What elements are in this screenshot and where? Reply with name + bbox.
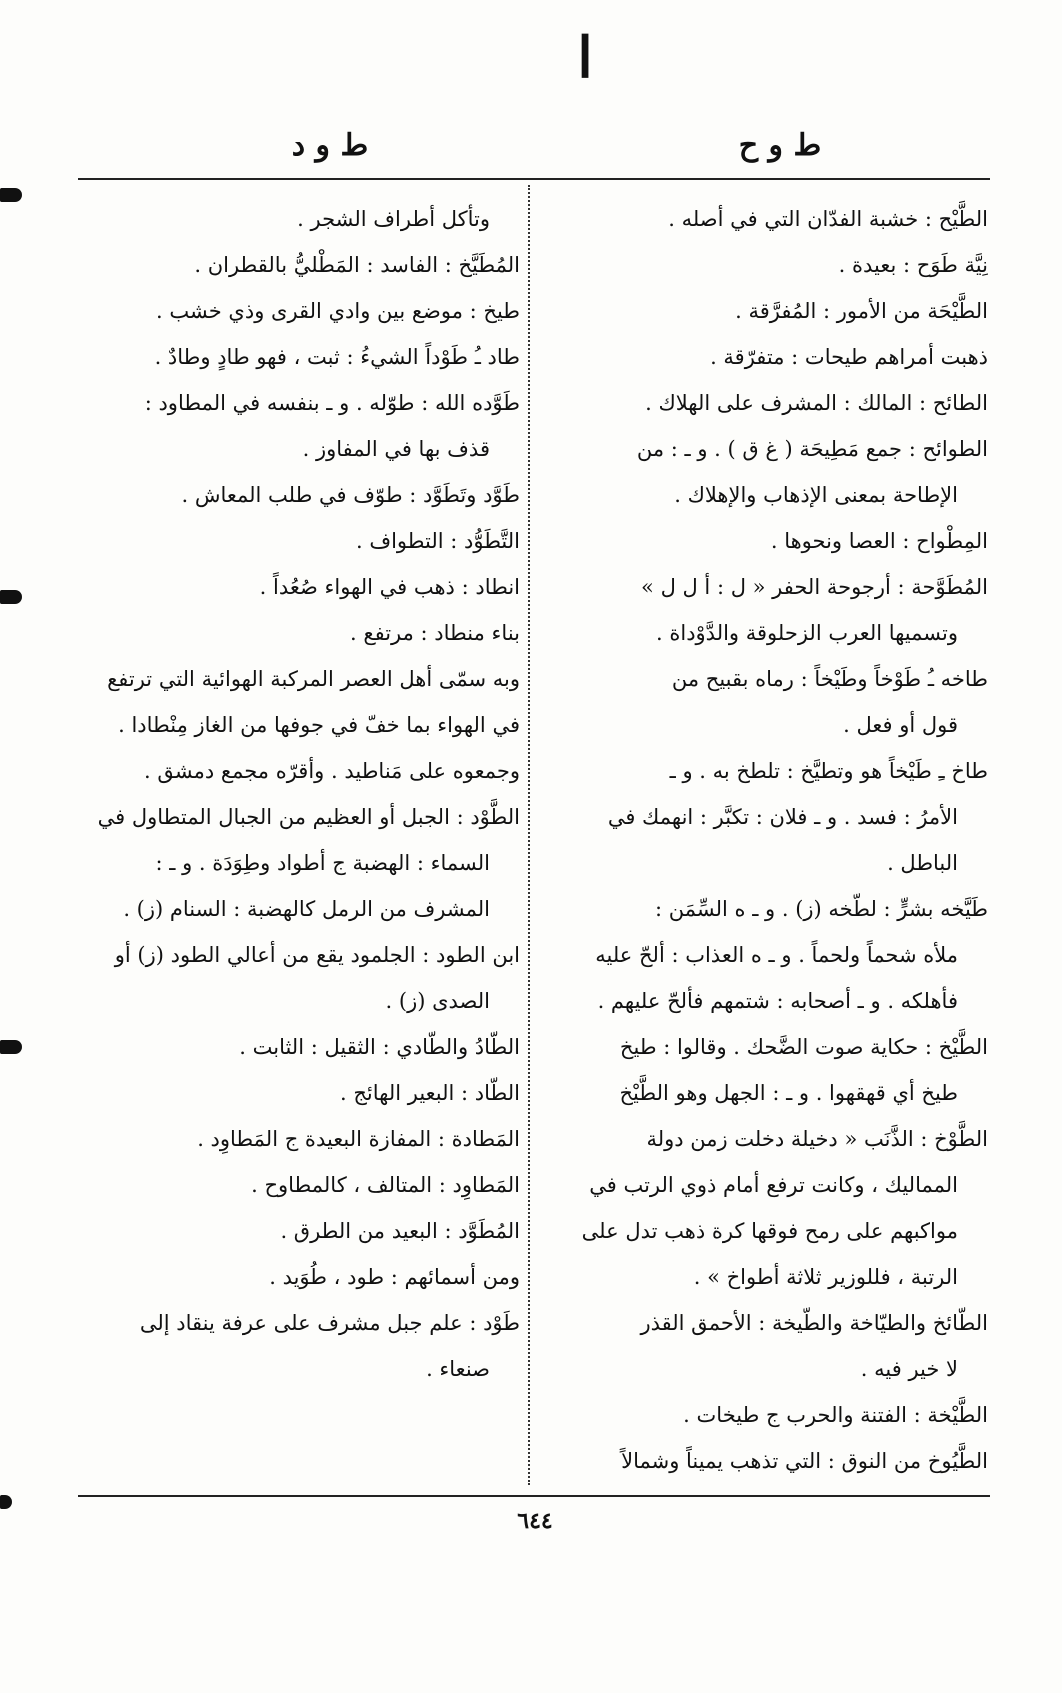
entry-line: وتسميها العرب الزحلوقة والدَّوْداة . [656, 621, 958, 645]
entry-line: لا خير فيه . [860, 1357, 958, 1381]
margin-mark [0, 1040, 22, 1054]
entry-line: الرتبة ، فللوزير ثلاثة أطواخ » . [693, 1265, 958, 1289]
entry-line: قول أو فعل . [843, 713, 958, 737]
bottom-rule [78, 1495, 990, 1497]
entry-line: ومن أسمائهم : طود ، طُوَيد . [269, 1265, 520, 1289]
entry-line: المماليك ، وكانت ترفع أمام ذوي الرتب في [589, 1173, 958, 1197]
entry-line: الطوائح : جمع مَطِيحَة ( غ ق ) . و ـ : من [636, 437, 988, 461]
entry-line: ملأه شحماً ولحماً . و ـ ه العذاب : ألحّ عليه [595, 943, 958, 967]
entry-line: السماء : الهضبة ج أطواد وطِوَدَة . و ـ : [155, 851, 490, 875]
entry-line: الطَّيْخ : حكاية صوت الضَّحك . وقالوا : طيخ [619, 1035, 988, 1059]
entry-line: نِيَّة طَوَح : بعيدة . [838, 253, 988, 277]
right-column-header: ط و ح [738, 128, 822, 163]
entry-line: الأمرُ : فسد . و ـ فلان : تكبَّر : انهمك في [607, 805, 958, 829]
entry-line: الباطل . [887, 851, 958, 875]
entry-line: الطَّيُوخ من النوق : التي تذهب يميناً وشمالاً [621, 1449, 988, 1473]
entry-line: فأهلكه . و ـ أصحابه : شتمهم فألحّ عليهم . [597, 989, 958, 1013]
entry-line: المَطاوِد : المتالف ، كالمطاوح . [251, 1173, 520, 1197]
right-column [540, 196, 988, 1484]
top-rule [78, 178, 990, 180]
entry-line: الطَّوْخ : الذَّنَب « دخيلة دخلت زمن دولة [646, 1127, 988, 1151]
entry-line: وبه سمّى أهل العصر المركبة الهوائية التي ترتفع [107, 667, 520, 691]
entry-line: المُطَوَّد : البعيد من الطرق . [280, 1219, 520, 1243]
left-column-header: ط و د [291, 128, 369, 163]
entry-line: وتأكل أطراف الشجر . [297, 207, 490, 231]
entry-line: وجمعوه على مَناطيد . وأقرّه مجمع دمشق . [144, 759, 520, 783]
entry-line: بناء منطاد : مرتفع . [350, 621, 520, 645]
entry-line: المِطْواح : العصا ونحوها . [770, 529, 988, 553]
entry-line: الطائح : المالك : المشرف على الهلاك . [645, 391, 988, 415]
entry-line: قذف بها في المفاوز . [302, 437, 490, 461]
entry-line: الطَّيْخة : الفتنة والحرب ج طيخات . [683, 1403, 988, 1427]
entry-line: الطَّيْح : خشبة الفدّان التي في أصله . [668, 207, 988, 231]
entry-line: الطّائخ والطيّاخة والطّيخة : الأحمق القذر [640, 1311, 988, 1335]
entry-line: الطّاد : البعير الهائج . [340, 1081, 520, 1105]
entry-line: التَّطَوُّد : التطواف . [355, 529, 520, 553]
entry-line: الصدى (ز) . [385, 989, 490, 1013]
entry-line: المشرف من الرمل كالهضبة : السنام (ز) . [123, 897, 490, 921]
margin-mark [0, 590, 22, 604]
entry-line: طاخ ـِ طَيْخاً هو وتطيَّخ : تلطخ به . و ـ [669, 759, 988, 783]
entry-line: المَطادة : المفازة البعيدة ج المَطاوِد . [197, 1127, 520, 1151]
entry-line: مواكبهم على رمح فوقها كرة ذهب تدل على [581, 1219, 958, 1243]
entry-line: صنعاء . [426, 1357, 490, 1381]
page-top-mark: ا [577, 25, 593, 91]
page-number: ٦٤٤ [517, 1508, 553, 1534]
entry-line: طَيَّخه بشرٍّ : لطّخه (ز) . و ـ ه السِّمَن : [655, 897, 988, 921]
entry-line: طيخ أي قهقهوا . و ـ : الجهل وهو الطَّيْخ [619, 1081, 958, 1105]
entry-line: طَوْد : علم جبل مشرف على عرفة ينقاد إلى [139, 1311, 520, 1335]
entry-line: طاد ـُ طَوْداً الشيءُ : ثبت ، فهو طادٍ وطادٌ . [154, 345, 520, 369]
entry-line: ذهبت أمراهم طيحات : متفرّقة . [710, 345, 988, 369]
entry-line: ابن الطود : الجلمود يقع من أعالي الطود (ز) أو [114, 943, 520, 967]
entry-line: الطَّوْد : الجبل أو العظيم من الجبال المتطاول في [97, 805, 520, 829]
entry-line: المُطَوَّحة : أرجوحة الحفر « ل : أ ل ل » [641, 575, 988, 599]
entry-line: طاخه ـُ طَوْخاً وطَيْخاً : رماه بقبيح من [671, 667, 988, 691]
entry-line: طيخ : موضع بين وادي القرى وذي خشب . [156, 299, 520, 323]
entry-line: طَوَّد وتَطَوَّد : طوّف في طلب المعاش . [181, 483, 520, 507]
margin-mark [0, 1495, 12, 1509]
entry-line: المُطَيَّخ : الفاسد : المَطْليُّ بالقطران . [194, 253, 520, 277]
margin-mark [0, 188, 22, 202]
left-column [70, 196, 520, 1392]
column-divider [528, 185, 530, 1485]
entry-line: الإطاحة بمعنى الإذهاب والإهلاك . [674, 483, 958, 507]
entry-line: طَوَّده الله : طوّله . و ـ بنفسه في المطاود : [144, 391, 520, 415]
entry-line: الطَّيْحَة من الأمور : المُفرَّقة . [735, 299, 988, 323]
entry-line: الطّادُ والطّادي : الثقيل : الثابت . [239, 1035, 520, 1059]
entry-line: انطاد : ذهب في الهواء صُعُداً . [259, 575, 520, 599]
entry-line: في الهواء بما خفّ في جوفها من الغاز مِنْطادا . [118, 713, 520, 737]
